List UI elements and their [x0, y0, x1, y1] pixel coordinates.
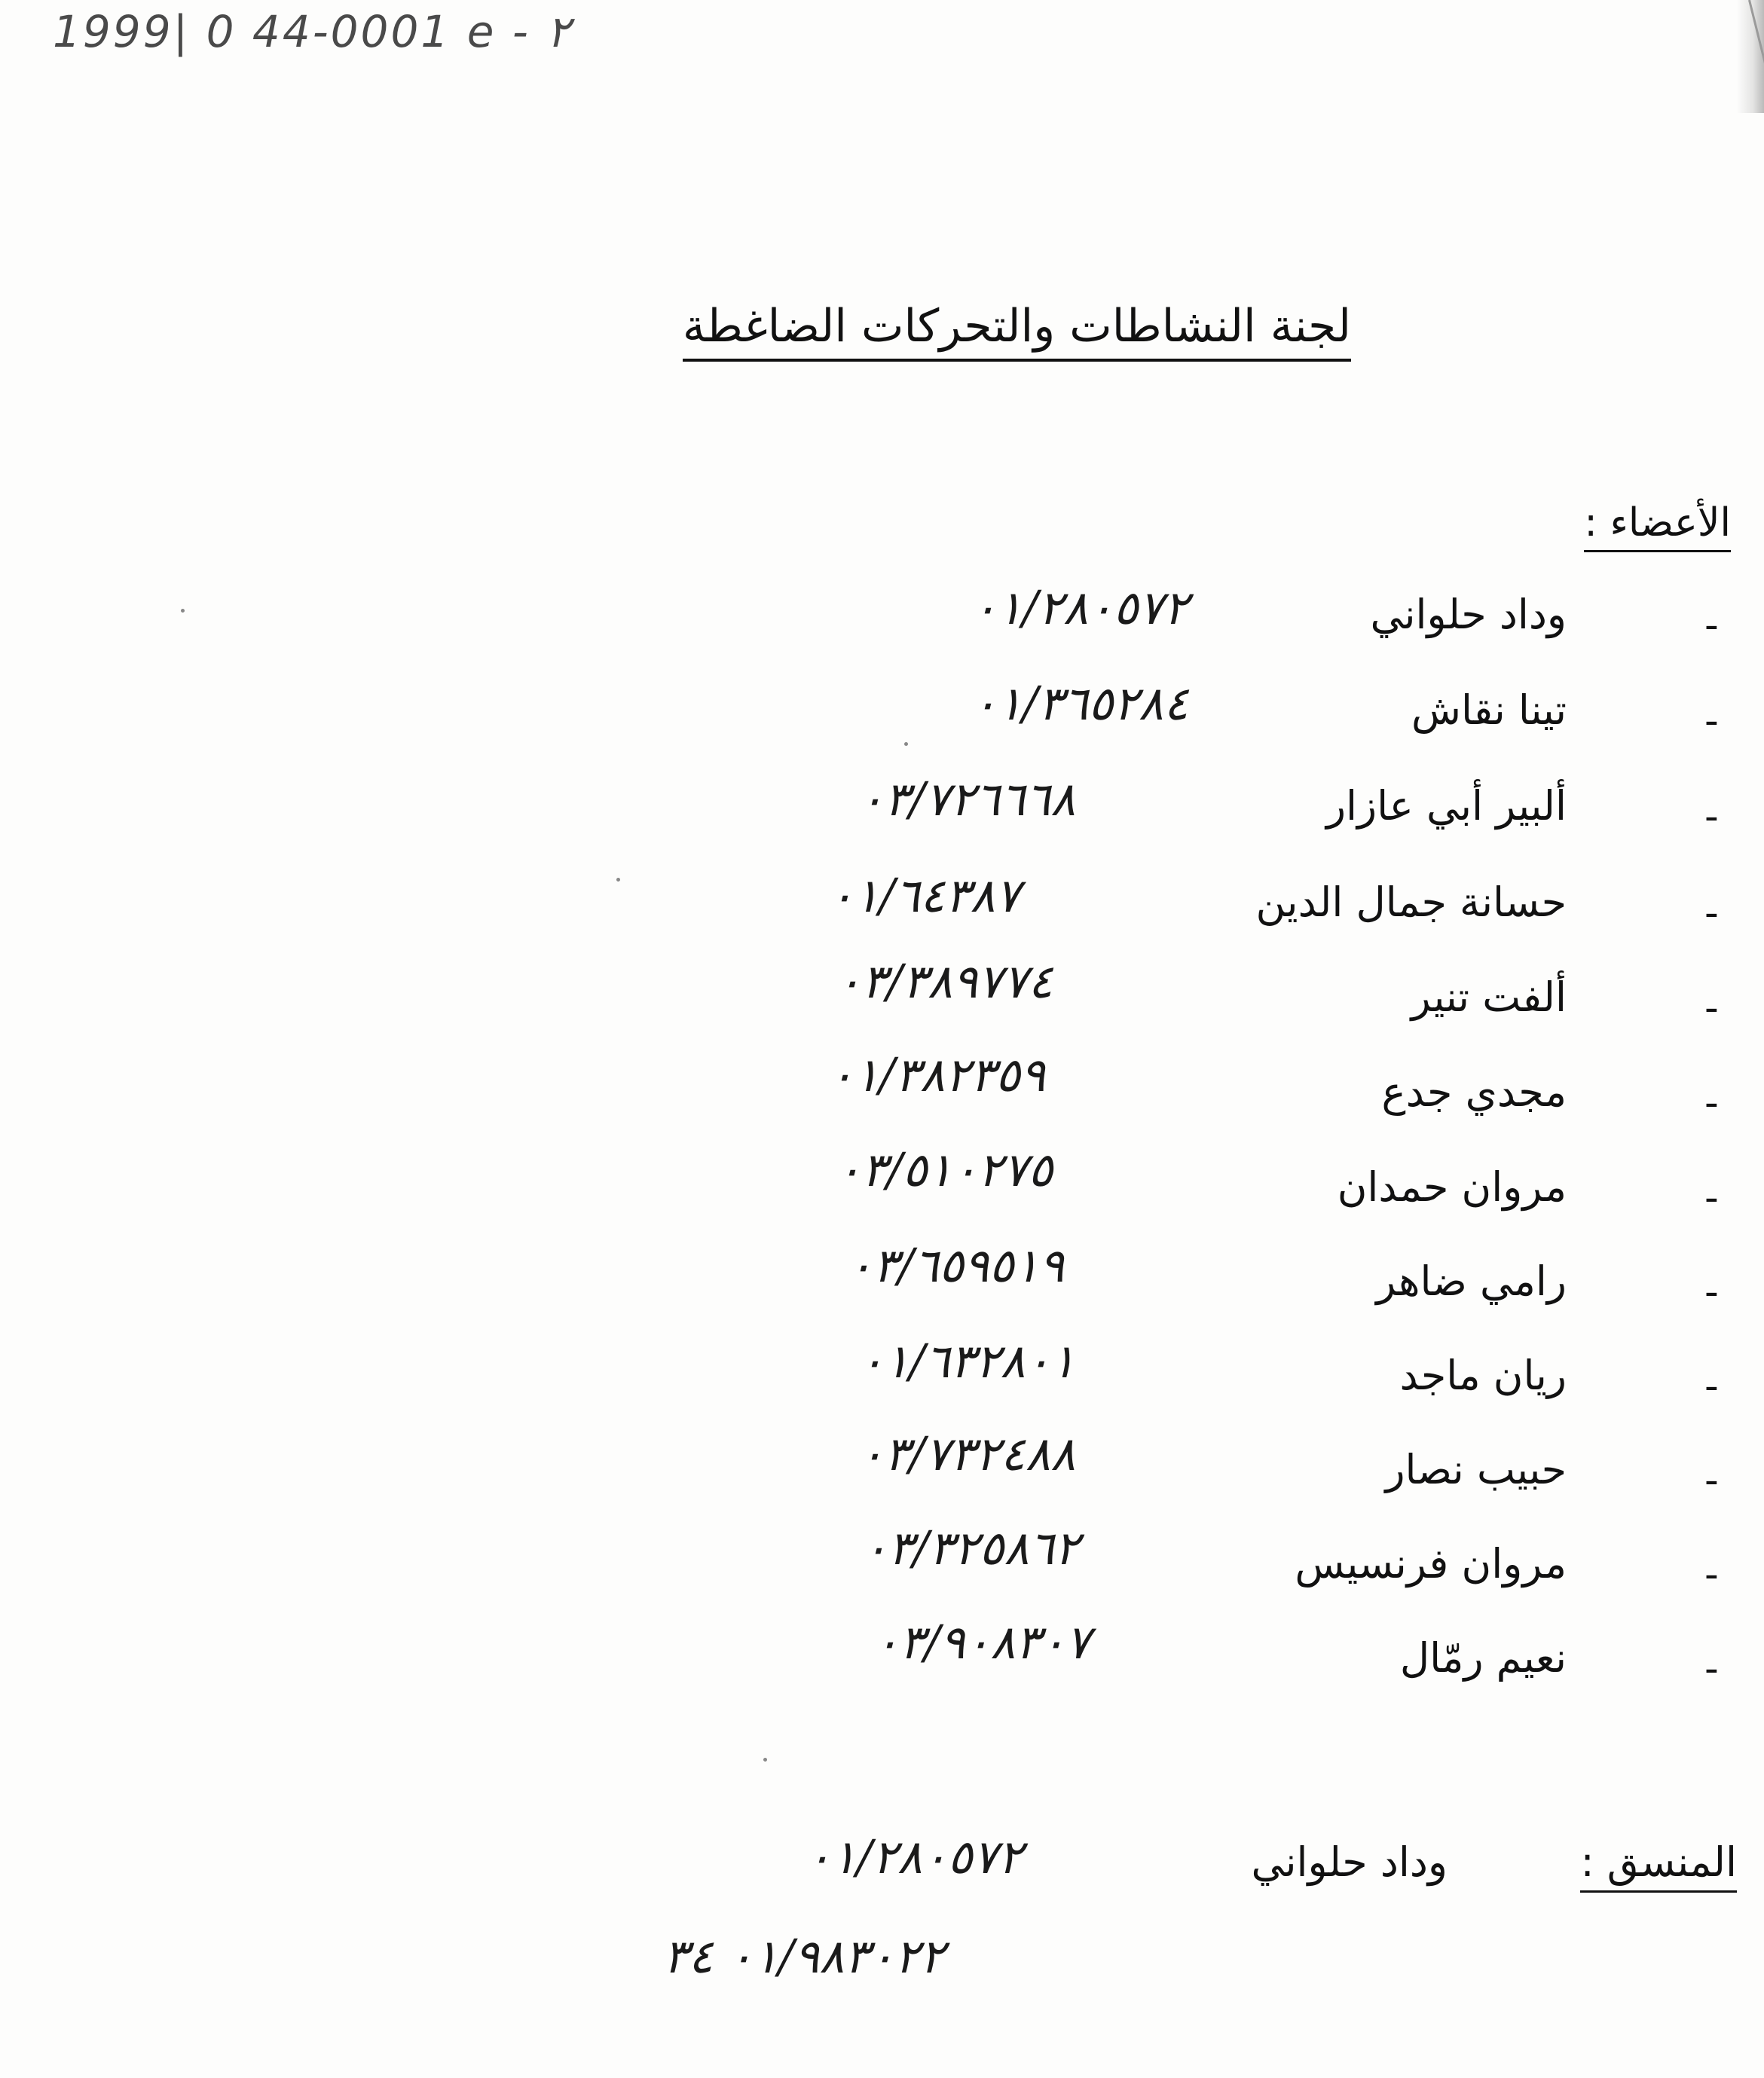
member-phone: ٠١/٣٨٢٣٥٩: [829, 1047, 1046, 1102]
members-label: الأعضاء :: [1584, 500, 1731, 552]
member-phone: ٠٣/٩٠٨٣٠٧: [874, 1615, 1091, 1670]
member-name: مروان حمدان: [1337, 1163, 1567, 1211]
list-dash: -: [1704, 603, 1719, 648]
member-name: نعيم رمّال: [1399, 1634, 1567, 1682]
member-phone: ٠١/٦٣٢٨٠١: [859, 1334, 1076, 1389]
member-name: حبيب نصار: [1385, 1446, 1567, 1493]
member-phone: ٠٣/٣٨٩٧٧٤: [836, 954, 1053, 1009]
member-name: وداد حلواني: [1370, 591, 1567, 638]
member-phone: ٠١/٦٤٣٨٧: [829, 868, 1020, 923]
list-dash: -: [1704, 986, 1719, 1031]
list-dash: -: [1704, 1175, 1719, 1221]
member-row: [0, 580, 1764, 663]
member-row: [0, 1334, 1764, 1424]
scan-speck: [181, 609, 185, 613]
list-dash: -: [1704, 1270, 1719, 1315]
list-dash: -: [1704, 698, 1719, 744]
list-dash: -: [1704, 891, 1719, 936]
scan-speck: [904, 742, 908, 746]
coordinator-label: المنسق :: [1580, 1838, 1737, 1893]
member-name: مجدي جدع: [1381, 1068, 1567, 1116]
member-name: رامي ضاهر: [1376, 1257, 1567, 1305]
coordinator-phone: ٠١/٢٨٠٥٧٢: [806, 1829, 1023, 1884]
member-phone: ٠٣/٣٢٥٨٦٢: [863, 1520, 1080, 1575]
member-row: [0, 772, 1764, 854]
member-row: [0, 954, 1764, 1046]
list-dash: -: [1704, 1646, 1719, 1691]
member-name: تينا نقاش: [1411, 686, 1567, 734]
document-title: لجنة النشاطات والتحركات الضاغطة: [683, 300, 1351, 362]
member-row: [0, 1047, 1764, 1141]
member-name: مروان فرنسيس: [1295, 1540, 1567, 1588]
member-phone: ٠١/٣٦٥٢٨٤: [972, 676, 1189, 731]
member-row: [0, 1142, 1764, 1236]
member-name: ألفت تنير: [1411, 973, 1567, 1021]
coordinator-phone-alt: ٠١/٩٨٣٠٢٢ ٣٤: [663, 1929, 945, 1984]
member-row: [0, 1615, 1764, 1707]
member-row: [0, 1426, 1764, 1518]
member-row: [0, 676, 1764, 759]
scanner-edge-shadow: [1737, 0, 1764, 113]
member-phone: ٠١/٢٨٠٥٧٢: [972, 580, 1189, 635]
scan-speck: [763, 1758, 767, 1762]
scan-speck: [616, 878, 620, 882]
member-row: [0, 1238, 1764, 1330]
member-phone: ٠٣/٦٥٩٥١٩: [848, 1238, 1065, 1293]
list-dash: -: [1704, 1458, 1719, 1503]
coordinator-name: وداد حلواني: [1251, 1838, 1448, 1886]
member-row: [0, 1520, 1764, 1612]
member-name: ألبير أبي عازار: [1325, 782, 1567, 830]
list-dash: -: [1704, 1552, 1719, 1597]
member-phone: ٠٣/٥١٠٢٧٥: [836, 1142, 1053, 1197]
reference-number: 1999| 0 44-0001 e - ٢: [53, 6, 570, 57]
member-row: [0, 868, 1764, 951]
member-phone: ٠٣/٧٢٦٦٦٨: [859, 772, 1076, 827]
member-phone: ٠٣/٧٣٢٤٨٨: [859, 1426, 1076, 1481]
list-dash: -: [1704, 1080, 1719, 1126]
member-name: ريان ماجد: [1399, 1352, 1567, 1399]
list-dash: -: [1704, 794, 1719, 839]
list-dash: -: [1704, 1364, 1719, 1409]
member-name: حسانة جمال الدين: [1255, 879, 1567, 926]
